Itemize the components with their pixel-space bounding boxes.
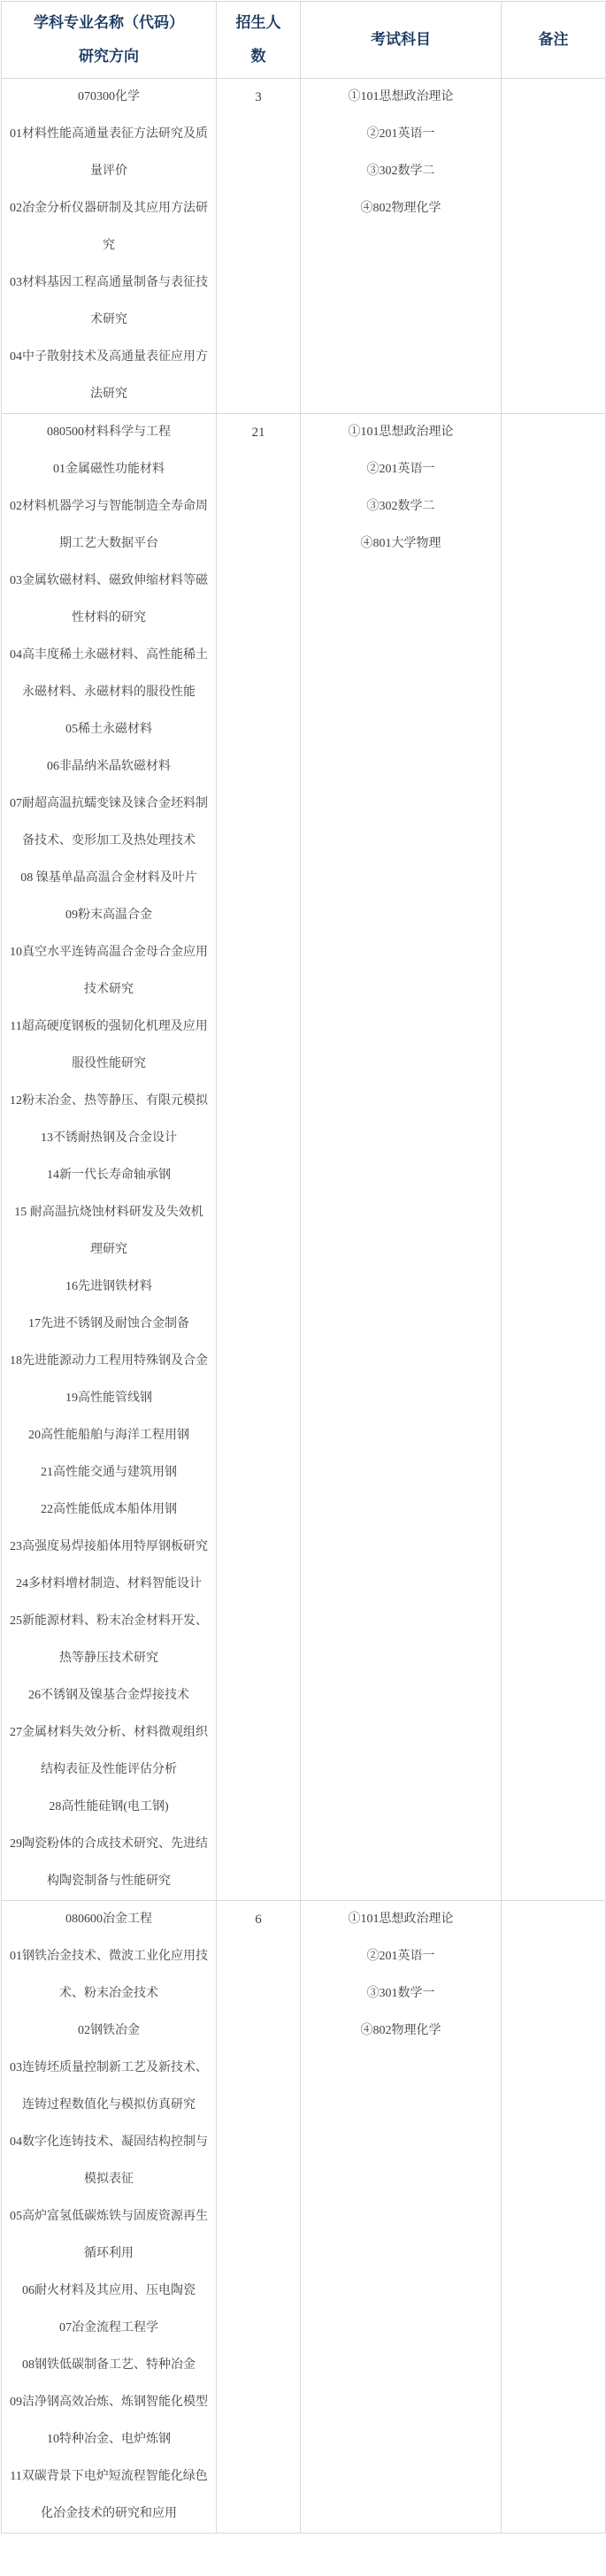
table-header (2, 2, 606, 79)
direction-line: 26不锈钢及镍基合金焊接技术 (28, 1689, 189, 1702)
subject-line: ④802物理化学 (360, 2024, 441, 2037)
direction-line: 结构表征及性能评估分析 (41, 1763, 177, 1776)
subject-line: ①101思想政治理论 (348, 90, 454, 104)
direction-line: 永磁材料、永磁材料的服役性能 (22, 686, 196, 699)
subject-line: ①101思想政治理论 (348, 1913, 454, 1926)
header-program-column (2, 2, 217, 79)
subject-line: ④801大学物理 (360, 537, 441, 550)
subjects-cell (301, 1901, 502, 2534)
direction-line: 28高性能硅钢(电工钢) (49, 1800, 169, 1813)
enrollment-count: 6 (255, 1913, 262, 1927)
enrollment-cell (217, 1901, 301, 2534)
direction-line: 04中子散射技术及高通量表征应用方 (10, 350, 208, 364)
direction-line: 16先进钢铁材料 (65, 1280, 152, 1293)
direction-line: 性材料的研究 (72, 611, 146, 625)
header-enrollment-column (217, 2, 301, 79)
direction-line: 19高性能管线钢 (65, 1392, 152, 1405)
direction-line: 13不锈耐热钢及合金设计 (41, 1131, 177, 1145)
direction-line: 06耐火材料及其应用、压电陶瓷 (22, 2284, 196, 2297)
direction-line: 构陶瓷制备与性能研究 (47, 1874, 171, 1888)
direction-lines (2, 1938, 216, 2533)
direction-line: 15 耐高温抗烧蚀材料研发及失效机 (14, 1206, 203, 1219)
header-program-line-2: 研究方向 (79, 48, 139, 65)
program-cell (2, 414, 217, 1901)
direction-line: 01钢铁冶金技术、微波工业化应用技 (10, 1950, 208, 1963)
direction-line: 术研究 (90, 313, 127, 326)
direction-line: 11超高硬度钢板的强韧化机理及应用 (10, 1020, 208, 1033)
direction-line: 22高性能低成本船体用钢 (41, 1503, 177, 1516)
subject-line: ②201英语一 (366, 127, 435, 141)
direction-line: 理研究 (90, 1243, 127, 1256)
direction-line: 10特种冶金、电炉炼钢 (47, 2433, 171, 2446)
direction-line: 02冶金分析仪器研制及其应用方法研 (10, 202, 208, 215)
direction-line: 11双碳背景下电炉短流程智能化绿色 (10, 2470, 208, 2483)
direction-line: 06非晶纳米晶软磁材料 (47, 760, 171, 773)
admissions-table (1, 1, 606, 2534)
direction-line: 量评价 (90, 165, 127, 178)
direction-line: 09洁净钢高效冶炼、炼钢智能化模型 (10, 2396, 208, 2409)
direction-line: 期工艺大数据平台 (59, 537, 158, 550)
direction-line: 29陶瓷粉体的合成技术研究、先进结 (10, 1837, 208, 1851)
direction-line: 02材料机器学习与智能制造全寿命周 (10, 500, 208, 513)
direction-line: 09粉末高温合金 (65, 908, 152, 922)
direction-line: 05稀土永磁材料 (65, 723, 152, 736)
enrollment-count: 21 (251, 426, 265, 440)
subject-line: ②201英语一 (366, 1950, 435, 1963)
direction-line: 循环利用 (84, 2247, 134, 2260)
direction-line: 03材料基因工程高通量制备与表征技 (10, 276, 208, 289)
direction-lines (2, 116, 216, 413)
direction-line: 01材料性能高通量表征方法研究及质 (10, 127, 208, 141)
header-subjects-column: 考试科目 (301, 2, 502, 79)
enrollment-cell (217, 414, 301, 1901)
remark-cell (502, 1901, 606, 2534)
direction-line: 02钢铁冶金 (78, 2024, 140, 2037)
subject-line: ①101思想政治理论 (348, 426, 454, 439)
subject-line: ③302数学二 (366, 500, 435, 513)
direction-line: 备技术、变形加工及热处理技术 (22, 834, 196, 847)
direction-line: 10真空水平连铸高温合金母合金应用 (10, 946, 208, 959)
subjects-cell (301, 79, 502, 414)
program-name: 080600冶金工程 (65, 1913, 152, 1926)
header-enrollment-line-1: 招生人 (235, 14, 281, 31)
direction-line: 热等静压技术研究 (59, 1652, 158, 1665)
header-remark-column: 备注 (502, 2, 606, 79)
direction-line: 模拟表征 (84, 2173, 134, 2186)
enrollment-cell (217, 79, 301, 414)
direction-line: 05高炉富氢低碳炼铁与固废资源再生 (10, 2210, 208, 2223)
direction-line: 08 镍基单晶高温合金材料及叶片 (20, 871, 197, 885)
header-program-line-1: 学科专业名称（代码） (34, 14, 184, 31)
subject-line: ②201英语一 (366, 463, 435, 476)
enrollment-count: 3 (255, 90, 262, 104)
subjects-cell (301, 414, 502, 1901)
direction-line: 化冶金技术的研究和应用 (41, 2507, 177, 2520)
direction-line: 20高性能船舶与海洋工程用钢 (28, 1429, 189, 1442)
direction-line: 03连铸坯质量控制新工艺及新技术、 (10, 2061, 208, 2074)
header-row (2, 2, 606, 79)
direction-line: 究 (103, 239, 115, 252)
program-name: 080500材料科学与工程 (47, 426, 171, 439)
direction-line: 17先进不锈钢及耐蚀合金制备 (28, 1317, 189, 1330)
direction-line: 术、粉末冶金技术 (59, 1987, 158, 2000)
table-row-metallurgy (2, 1901, 606, 2534)
direction-line: 27金属材料失效分析、材料微观组织 (10, 1726, 208, 1739)
direction-line: 技术研究 (84, 983, 134, 996)
subject-lines (301, 1901, 501, 2050)
direction-line: 03金属软磁材料、磁致伸缩材料等磁 (10, 574, 208, 587)
direction-line: 07冶金流程工程学 (59, 2321, 158, 2334)
direction-line: 04高丰度稀土永磁材料、高性能稀土 (10, 648, 208, 662)
subject-lines (301, 414, 501, 563)
program-cell (2, 79, 217, 414)
table-row-chemistry (2, 79, 606, 414)
direction-line: 25新能源材料、粉末冶金材料开发、 (10, 1614, 208, 1628)
remark-cell (502, 79, 606, 414)
direction-line: 连铸过程数值化与模拟仿真研究 (22, 2098, 196, 2112)
program-cell (2, 1901, 217, 2534)
header-enrollment-line-2: 数 (250, 48, 266, 65)
subject-line: ③302数学二 (366, 165, 435, 178)
direction-line: 01金属磁性功能材料 (53, 463, 165, 476)
direction-line: 18先进能源动力工程用特殊钢及合金 (10, 1354, 208, 1368)
direction-line: 12粉末冶金、热等静压、有限元模拟 (10, 1094, 208, 1108)
direction-line: 08钢铁低碳制备工艺、特种冶金 (22, 2358, 196, 2372)
direction-line: 服役性能研究 (72, 1057, 146, 1070)
direction-line: 04数字化连铸技术、凝固结构控制与 (10, 2135, 208, 2149)
subject-lines (301, 79, 501, 227)
direction-line: 法研究 (90, 387, 127, 401)
table-row-materials-science (2, 414, 606, 1901)
direction-line: 14新一代长寿命轴承钢 (47, 1169, 171, 1182)
table-body (2, 79, 606, 2534)
program-name: 070300化学 (78, 90, 140, 104)
direction-line: 21高性能交通与建筑用钢 (41, 1466, 177, 1479)
direction-lines (2, 451, 216, 1900)
subject-line: ③301数学一 (366, 1987, 435, 2000)
direction-line: 23高强度易焊接船体用特厚钢板研究 (10, 1540, 208, 1553)
subject-line: ④802物理化学 (360, 202, 441, 215)
direction-line: 24多材料增材制造、材料智能设计 (16, 1577, 202, 1591)
direction-line: 07耐超高温抗蠕变铼及铼合金坯料制 (10, 797, 208, 810)
remark-cell (502, 414, 606, 1901)
